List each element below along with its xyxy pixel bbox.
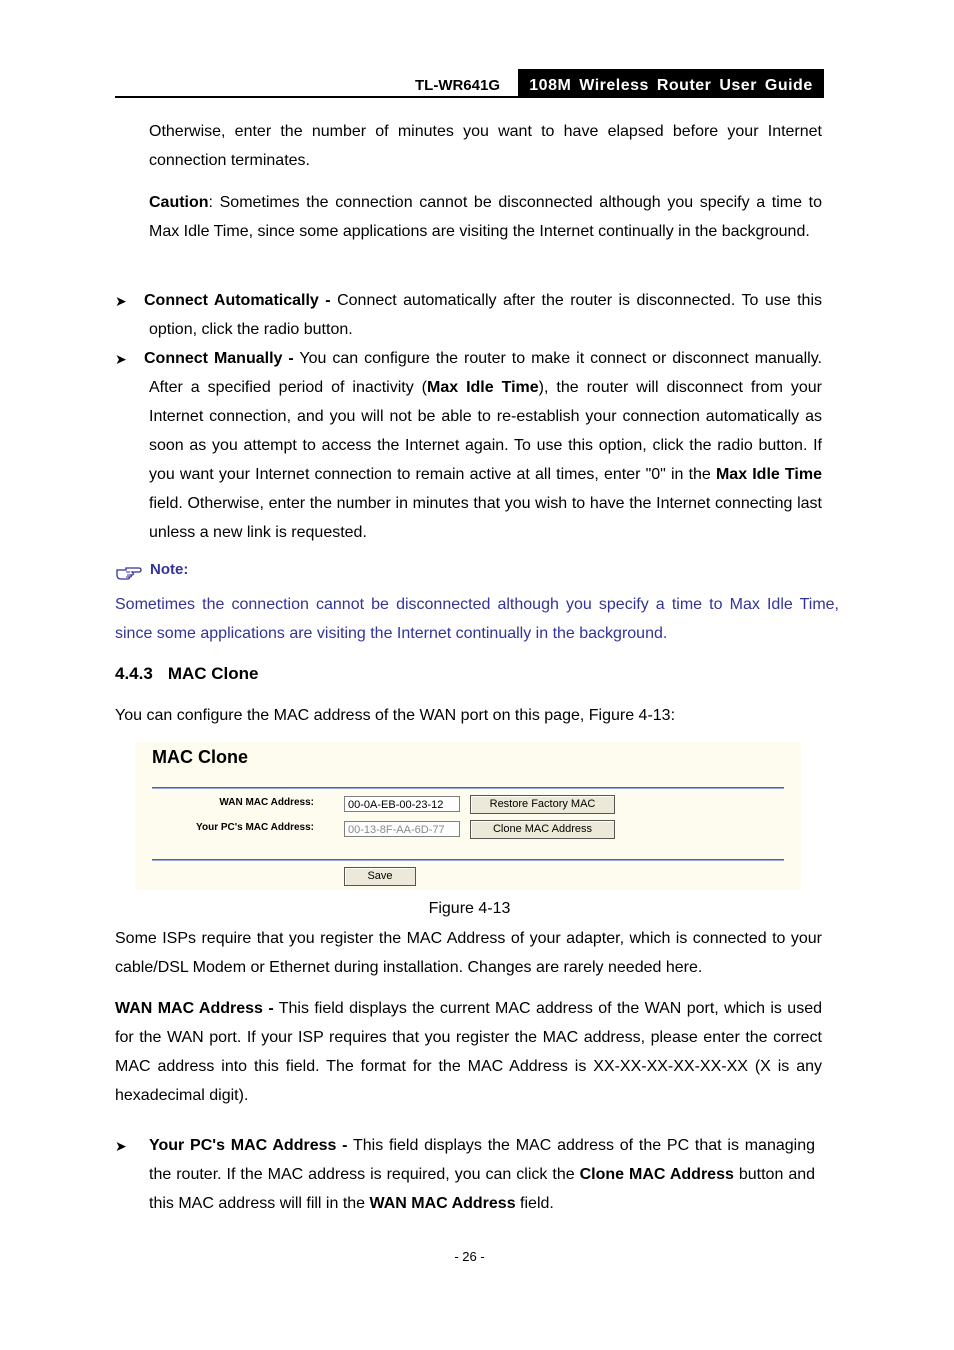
- pc-mac-text: button and this MAC address will fill in the: [149, 1166, 816, 1212]
- caution-text: : Sometimes the connection cannot be disconnected although you specify a time to Max Idle Time, since some applications are visiting the Internet continually in the background.: [149, 194, 822, 240]
- connect-manually-text: field. Otherwise, enter the number in minutes that you wish to have the Internet connecting last unless a new link is requested.: [149, 495, 822, 541]
- note-label: Note:: [150, 561, 189, 578]
- wan-mac-paragraph: [115, 994, 822, 1110]
- max-idle-time-term: Max Idle Time: [427, 379, 539, 396]
- intro-paragraph: Otherwise, enter the number of minutes you want to have elapsed before your Internet connection terminates.: [149, 123, 822, 169]
- pc-mac-paragraph: [149, 1131, 815, 1218]
- section-intro: You can configure the MAC address of the WAN port on this page, Figure 4-13:: [115, 707, 676, 724]
- wan-mac-address-term: WAN MAC Address: [369, 1195, 516, 1212]
- pc-mac-text: field.: [515, 1195, 554, 1212]
- wan-mac-input[interactable]: 00-0A-EB-00-23-12: [344, 796, 460, 812]
- header-model: TL-WR641G: [415, 77, 501, 94]
- pc-mac-text: This field displays the MAC address of the PC that is managing the router. If the MAC address is required, you can click the: [149, 1137, 815, 1183]
- pc-mac-label: Your PC's MAC Address:: [196, 822, 314, 833]
- connect-manually-text: ), the router will disconnect from your Internet connection, and you will not be able to re-establish your connection automatically as soon as you attempt to access the Internet again. To use this option, click the radio button. If you want your Internet connection to remain active at all times, enter "0" in the: [149, 379, 822, 483]
- section-number: 4.4.3: [115, 664, 153, 683]
- connect-automatically-text: Connect automatically after the router is disconnected. To use this option, click the radio button.: [149, 292, 822, 338]
- section-title: MAC Clone: [167, 664, 259, 683]
- section-heading: [115, 664, 258, 684]
- bullet-connect-manually: [144, 344, 822, 547]
- clone-mac-address-button[interactable]: Clone MAC Address: [470, 820, 615, 839]
- wan-mac-label: WAN MAC Address:: [219, 797, 314, 808]
- caution-label: Caution: [149, 194, 209, 211]
- connect-manually-text: You can configure the router to make it connect or disconnect manually. After a specified period of inactivity (: [149, 350, 822, 396]
- wan-mac-term: WAN MAC Address -: [115, 1000, 274, 1017]
- figure-divider: [152, 859, 784, 861]
- note-text: Sometimes the connection cannot be disconnected although you specify a time to Max Idle Time, since some applications are visiting the Internet continually in the background.: [115, 596, 839, 642]
- mac-clone-screenshot: [135, 742, 801, 890]
- clone-mac-address-term: Clone MAC Address: [579, 1166, 734, 1183]
- caution-paragraph: [149, 188, 822, 246]
- bullet-connect-automatically: [144, 286, 822, 344]
- pointing-hand-icon: [115, 561, 143, 586]
- wan-mac-text: This field displays the current MAC address of the WAN port, which is used for the WAN port. If your ISP requires that you register the MAC address, please enter the correct MAC address into this field. The format for the MAC Address is XX-XX-XX-XX-XX-XX (X is any hexadecimal digit).: [115, 1000, 823, 1104]
- restore-factory-mac-button[interactable]: Restore Factory MAC: [470, 795, 615, 814]
- isp-paragraph: Some ISPs require that you register the MAC Address of your adapter, which is connected to your cable/DSL Modem or Ethernet during installation. Changes are rarely needed here.: [115, 930, 822, 976]
- save-button[interactable]: Save: [344, 867, 416, 886]
- connect-manually-label: Connect Manually -: [144, 350, 294, 367]
- header-rule: [115, 96, 824, 98]
- header-guide-title: 108M Wireless Router User Guide: [518, 69, 824, 97]
- figure-divider: [152, 787, 784, 789]
- bullet-arrow-icon: ➤: [115, 351, 127, 367]
- bullet-arrow-icon: ➤: [115, 1138, 127, 1154]
- page-number: - 26 -: [454, 1249, 485, 1264]
- pc-mac-input: 00-13-8F-AA-6D-77: [344, 821, 460, 837]
- figure-title: MAC Clone: [152, 747, 248, 767]
- figure-caption: Figure 4-13: [428, 900, 511, 917]
- connect-automatically-label: Connect Automatically -: [144, 292, 331, 309]
- bullet-arrow-icon: ➤: [115, 293, 127, 309]
- pc-mac-term: Your PC's MAC Address -: [149, 1137, 348, 1154]
- max-idle-time-term: Max Idle Time: [715, 466, 822, 483]
